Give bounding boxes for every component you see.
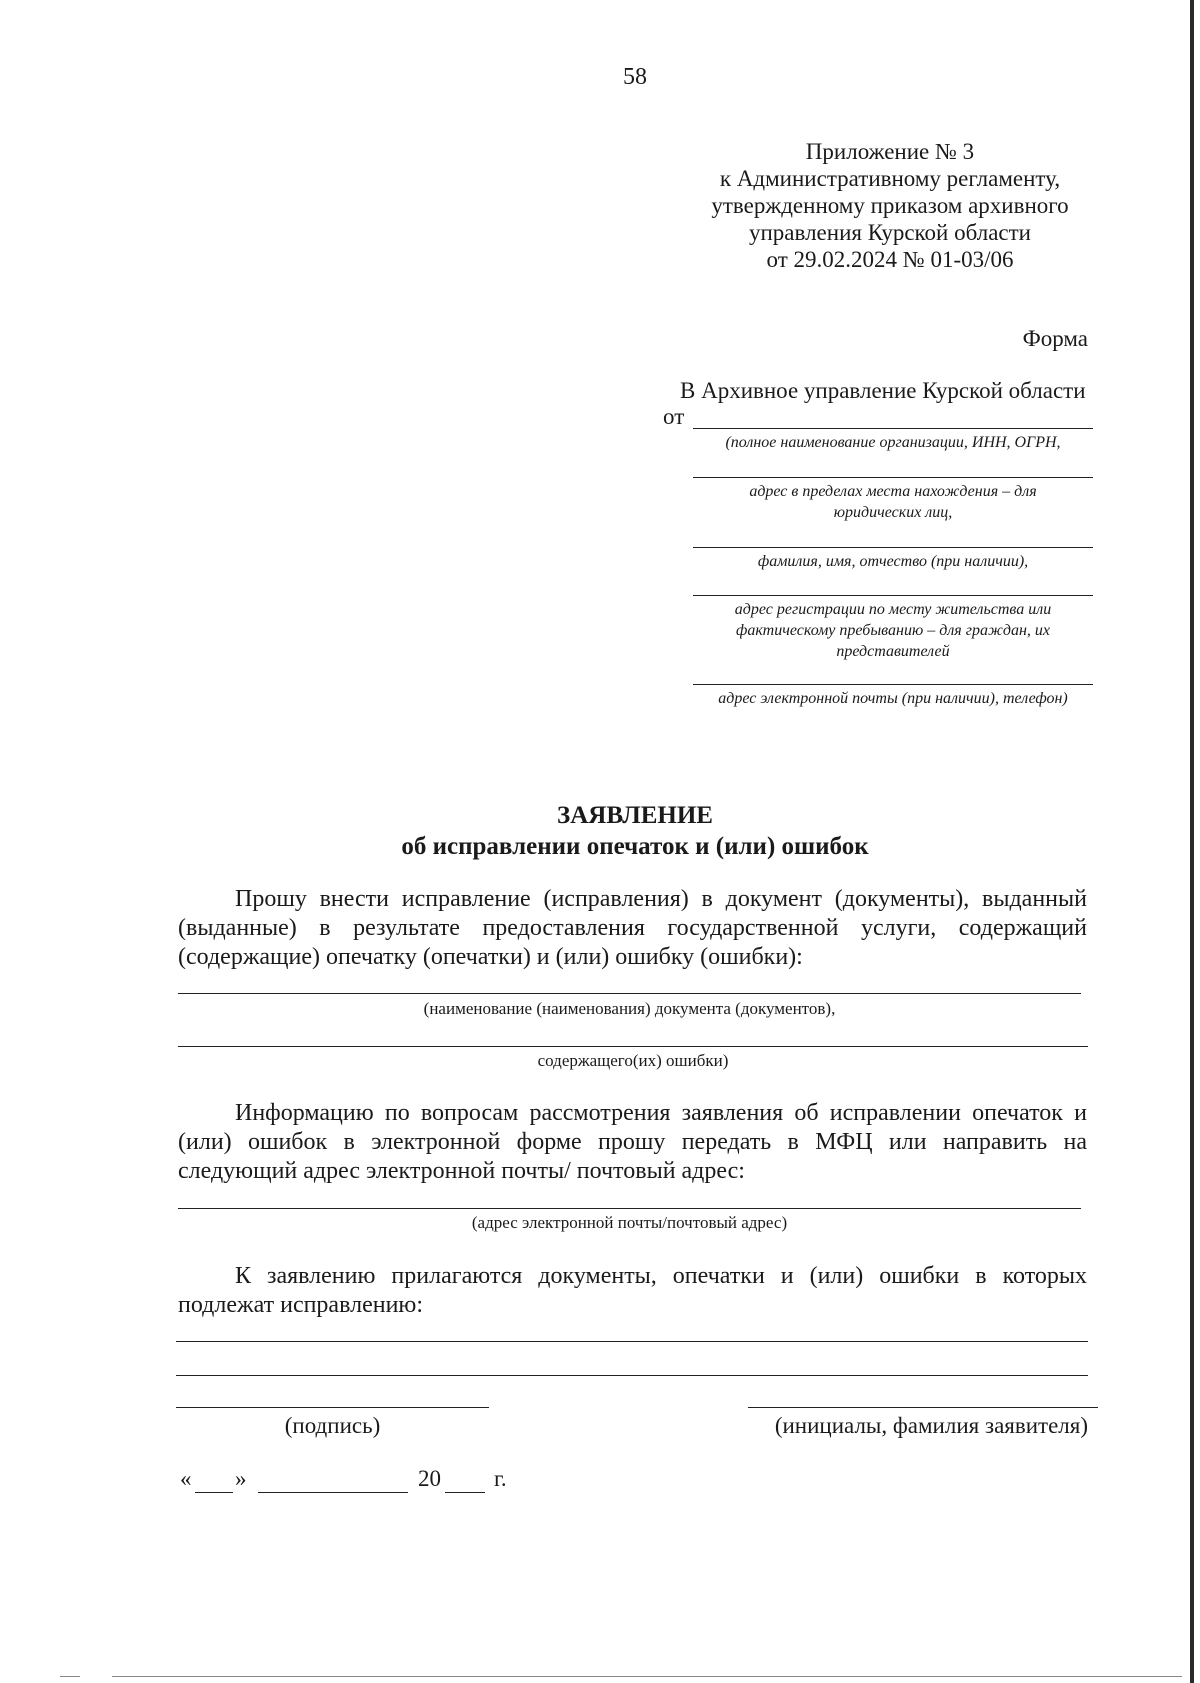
doc-errors-caption: содержащего(их) ошибки) (537, 1051, 729, 1070)
scan-bottom-rule (112, 1676, 1182, 1677)
applicant-line-5[interactable] (693, 684, 1093, 685)
addressee-from-label: от (663, 404, 685, 429)
date-year-suffix: г. (494, 1466, 507, 1491)
request-paragraph: Прошу внести исправление (исправления) в документ (документы), выданный (выданные) в результате предоставления государственной услуги, содержащий (содержащие) опечатку (опечатки) и (или) ошибку (ошибки): (178, 886, 1087, 970)
applicant-caption-1: (полное наименование организации, ИНН, ОГРН, (725, 434, 1061, 451)
signature-caption: (подпись) (284, 1413, 381, 1438)
addressee-to: В Архивное управление Курской области (680, 378, 1086, 403)
doc-name-line[interactable] (178, 993, 1081, 994)
applicant-caption-2: адрес в пределах места нахождения – для юридических лиц, (749, 483, 1037, 521)
page-number: 58 (623, 64, 647, 90)
applicant-caption-3: фамилия, имя, отчество (при наличии), (757, 553, 1029, 570)
appendix-line-4: управления Курской области (749, 220, 1031, 245)
applicant-caption-5: адрес электронной почты (при наличии), телефон) (718, 690, 1068, 707)
appendix-line-5: от 29.02.2024 № 01-03/06 (766, 247, 1014, 272)
signature-line[interactable] (176, 1407, 489, 1408)
date-month-line[interactable] (258, 1492, 408, 1493)
scan-edge-shadow (1190, 0, 1194, 1683)
doc-errors-line[interactable] (178, 1046, 1088, 1047)
date-year-prefix: 20 (418, 1466, 441, 1491)
applicant-caption-4: адрес регистрации по месту жительства или фактическому пребыванию – для граждан, их представителей (734, 601, 1052, 660)
date-day-line[interactable] (195, 1492, 233, 1493)
applicant-line-1[interactable] (693, 428, 1093, 429)
attachments-line-2[interactable] (176, 1375, 1088, 1376)
date-year-line[interactable] (445, 1492, 485, 1493)
document-subtitle: об исправлении опечаток и (или) ошибок (401, 833, 869, 860)
appendix-block (690, 138, 1090, 273)
date-open-quote: « (180, 1466, 192, 1491)
date-close-quote: » (235, 1466, 247, 1491)
applicant-name-line[interactable] (748, 1407, 1098, 1408)
address-line[interactable] (178, 1208, 1081, 1209)
appendix-line-1: Приложение № 3 (805, 139, 975, 164)
scan-bottom-rule-left (60, 1676, 80, 1677)
attachments-paragraph: К заявлению прилагаются документы, опечатки и (или) ошибки в которых подлежат исправлению: (178, 1263, 1087, 1318)
applicant-name-caption: (инициалы, фамилия заявителя) (774, 1413, 1088, 1438)
appendix-line-2: к Административному регламенту, (719, 166, 1061, 191)
attachments-line-1[interactable] (176, 1341, 1088, 1342)
info-paragraph: Информацию по вопросам рассмотрения заявления об исправлении опечаток и (или) ошибок в электронной форме прошу передать в МФЦ или направить на следующий адрес электронной почты/ почтовый адрес: (178, 1100, 1087, 1184)
address-caption: (адрес электронной почты/почтовый адрес) (471, 1213, 788, 1232)
applicant-line-3[interactable] (693, 547, 1093, 548)
applicant-line-4[interactable] (693, 595, 1093, 596)
form-label: Форма (1022, 326, 1088, 351)
document-title: ЗАЯВЛЕНИЕ (557, 802, 713, 829)
applicant-line-2[interactable] (693, 477, 1093, 478)
appendix-line-3: утвержденному приказом архивного (711, 193, 1069, 218)
doc-name-caption: (наименование (наименования) документа (документов), (423, 999, 836, 1018)
